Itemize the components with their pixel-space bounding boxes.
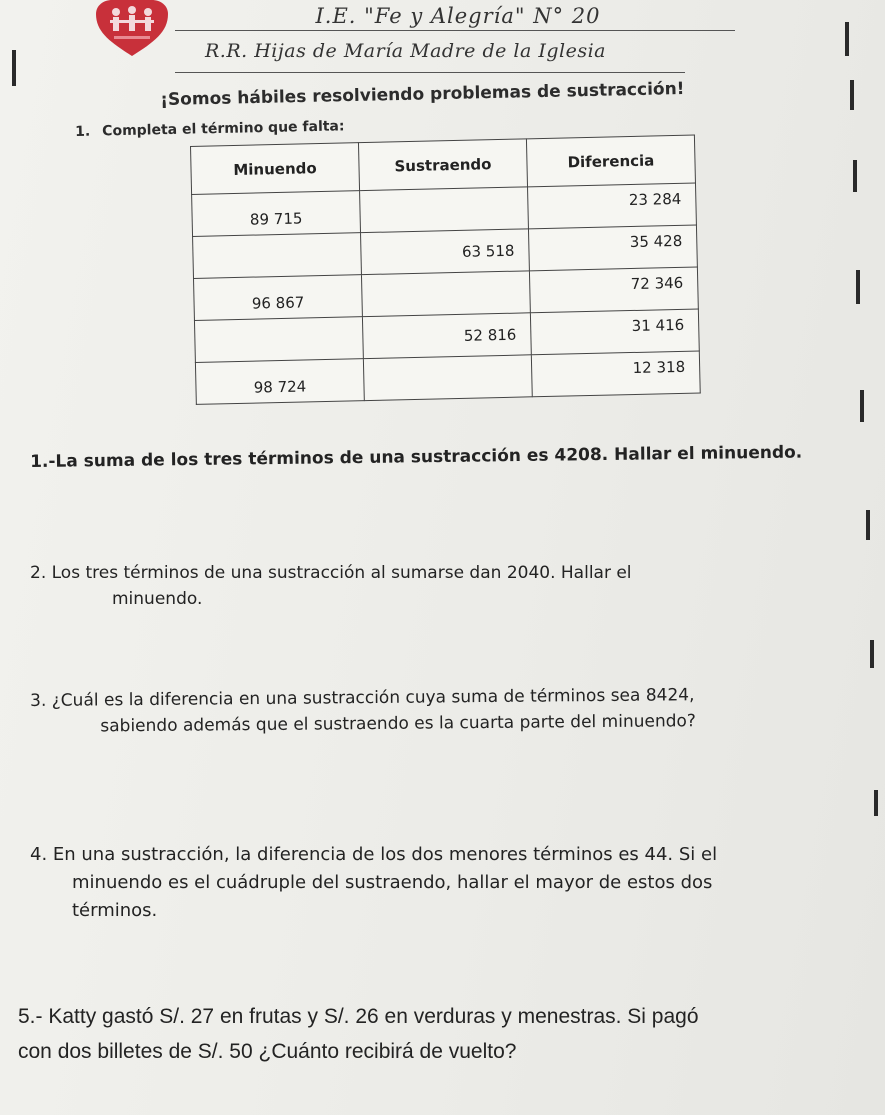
paper-edge-mark bbox=[850, 80, 854, 110]
problem-1: 1.-La suma de los tres términos de una sustracción es 4208. Hallar el minuendo. bbox=[30, 442, 803, 472]
cell-diferencia[interactable]: 31 416 bbox=[530, 309, 699, 355]
parish-name: R.R. Hijas de María Madre de la Iglesia bbox=[205, 40, 606, 62]
cell-diferencia[interactable]: 12 318 bbox=[531, 351, 700, 397]
cell-minuendo[interactable] bbox=[194, 317, 363, 363]
paper-edge-mark bbox=[12, 50, 16, 86]
cell-sustraendo[interactable] bbox=[360, 187, 529, 233]
problem-4-line: términos. bbox=[72, 899, 158, 921]
problem-5-line: con dos billetes de S/. 50 ¿Cuánto recibirá de vuelto? bbox=[18, 1039, 517, 1063]
problem-5-line: 5.- Katty gastó S/. 27 en frutas y S/. 26 en verduras y menestras. Si pagó bbox=[18, 1005, 699, 1028]
cell-sustraendo[interactable]: 63 518 bbox=[361, 229, 530, 275]
problem-4 bbox=[30, 841, 860, 925]
header-sustraendo: Sustraendo bbox=[358, 139, 527, 191]
header-diferencia: Diferencia bbox=[526, 135, 695, 187]
header-minuendo: Minuendo bbox=[191, 143, 360, 195]
problem-3-line: 3. ¿Cuál es la diferencia en una sustracción cuya suma de términos sea 8424, bbox=[30, 685, 695, 711]
problem-2-line: 2. Los tres términos de una sustracción al sumarse dan 2040. Hallar el bbox=[30, 563, 632, 583]
paper-edge-mark bbox=[845, 22, 849, 56]
problem-5 bbox=[18, 1000, 868, 1069]
exercise-instruction bbox=[75, 118, 345, 140]
school-name: I.E. "Fe y Alegría" N° 20 bbox=[315, 4, 601, 28]
cell-minuendo[interactable]: 89 715 bbox=[192, 191, 361, 237]
paper-edge-mark bbox=[866, 510, 870, 540]
paper-edge-mark bbox=[870, 640, 874, 668]
cell-minuendo[interactable]: 96 867 bbox=[194, 275, 363, 321]
cell-sustraendo[interactable] bbox=[361, 271, 530, 317]
cell-sustraendo[interactable]: 52 816 bbox=[362, 313, 531, 359]
problem-3 bbox=[30, 681, 860, 741]
header-divider bbox=[175, 72, 685, 73]
paper-edge-mark bbox=[853, 160, 857, 192]
instruction-number: 1. bbox=[75, 123, 91, 140]
problem-2-line: minuendo. bbox=[112, 589, 203, 610]
subtraction-table-wrapper bbox=[190, 135, 701, 405]
problem-4-line: minuendo es el cuádruple del sustraendo, hallar el mayor de estos dos bbox=[72, 871, 713, 893]
cell-sustraendo[interactable] bbox=[363, 355, 532, 401]
problem-3-line: sabiendo además que el sustraendo es la cuarta parte del minuendo? bbox=[100, 711, 696, 737]
paper-edge-mark bbox=[874, 790, 878, 816]
subtraction-terms-table bbox=[190, 135, 701, 405]
fe-y-alegria-logo-icon bbox=[92, 0, 172, 58]
problem-2 bbox=[30, 560, 830, 613]
cell-diferencia[interactable]: 35 428 bbox=[528, 225, 697, 271]
paper-edge-mark bbox=[856, 270, 860, 304]
cell-minuendo[interactable] bbox=[193, 233, 362, 279]
paper-edge-mark bbox=[860, 390, 864, 422]
cell-diferencia[interactable]: 23 284 bbox=[528, 183, 697, 229]
problem-4-line: 4. En una sustracción, la diferencia de los dos menores términos es 44. Si el bbox=[30, 844, 718, 865]
instruction-text: Completa el término que falta: bbox=[102, 118, 345, 140]
cell-minuendo[interactable]: 98 724 bbox=[195, 359, 364, 405]
cell-diferencia[interactable]: 72 346 bbox=[529, 267, 698, 313]
worksheet-title: ¡Somos hábiles resolviendo problemas de sustracción! bbox=[160, 79, 685, 110]
header-divider bbox=[175, 30, 735, 31]
